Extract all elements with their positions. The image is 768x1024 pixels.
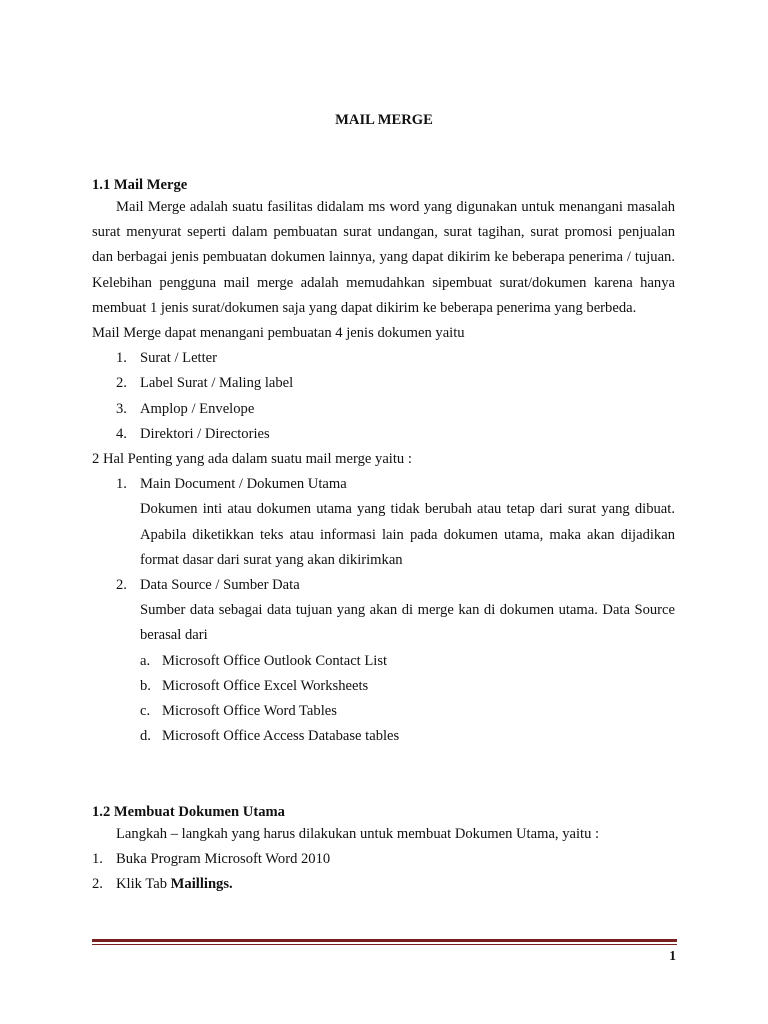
page-number: 1 xyxy=(669,948,676,963)
list-title: Main Document / Dokumen Utama xyxy=(140,476,347,493)
list-item xyxy=(92,346,675,371)
sub-list-letter: b. xyxy=(140,677,151,694)
section-intro: Langkah – langkah yang harus dilakukan untuk membuat Dokumen Utama, yaitu : xyxy=(116,826,600,842)
list-item xyxy=(92,397,675,422)
list-number: 1. xyxy=(116,476,127,493)
step-number: 1. xyxy=(92,851,103,868)
step-item xyxy=(92,847,675,872)
sub-list-text: Microsoft Office Excel Worksheets xyxy=(162,677,369,694)
list-description: Sumber data sebagai data tujuan yang akan di merge kan di dokumen utama. Data Source berasal dari xyxy=(140,602,675,644)
sub-list-letter: a. xyxy=(140,652,151,669)
step-item xyxy=(92,872,675,897)
sub-list-text: Microsoft Office Word Tables xyxy=(162,703,337,720)
list-number: 3. xyxy=(116,400,127,417)
list-text: Label Surat / Maling label xyxy=(140,375,294,392)
sub-list-item xyxy=(92,649,675,674)
section-mail-merge xyxy=(92,175,675,749)
document-title: MAIL MERGE xyxy=(335,112,433,128)
section-paragraph: Mail Merge adalah suatu fasilitas didalam ms word yang digunakan untuk menangani masalah surat menyurat seperti dalam pembuatan surat undangan, surat tagihan, surat promosi penjualan dan berbagai jenis pembuatan dokumen lainnya, yang dapat dikirim ke beberapa penerima / tujuan. Kelebihan pengguna mail merge adalah memudahkan sipembuat surat/dokumen karena hanya membuat 1 jenis surat/dokumen saja yang dapat dikirim ke beberapa penerima yang berbeda. xyxy=(92,199,675,316)
sub-list-item xyxy=(92,724,675,749)
footer-rule-thick xyxy=(92,939,677,942)
list-number: 1. xyxy=(116,350,127,367)
list-item xyxy=(92,573,675,598)
list-number: 2. xyxy=(116,577,127,594)
sub-list-letter: d. xyxy=(140,728,151,745)
sub-list-text: Microsoft Office Access Database tables xyxy=(162,728,400,745)
important-intro: 2 Hal Penting yang ada dalam suatu mail merge yaitu : xyxy=(92,451,412,468)
section-heading: 1.2 Membuat Dokumen Utama xyxy=(92,804,285,820)
section-heading: 1.1 Mail Merge xyxy=(92,177,188,193)
list-number: 2. xyxy=(116,375,127,392)
list-description: Dokumen inti atau dokumen utama yang tidak berubah atau tetap dari surat yang dibuat. Apabila diketikkan teks atau informasi lain pada dokumen utama, maka akan dijadikan format dasar dari surat yang akan dikirimkan xyxy=(140,501,675,568)
list-number: 4. xyxy=(116,425,127,442)
step-text-bold: Maillings. xyxy=(170,876,233,893)
list-text: Direktori / Directories xyxy=(140,425,270,442)
sub-list-item xyxy=(92,674,675,699)
footer-rule-thin xyxy=(92,944,677,945)
section-membuat-dokumen-utama xyxy=(92,802,675,898)
list-text: Surat / Letter xyxy=(140,350,217,367)
list-item xyxy=(92,472,675,497)
list-item xyxy=(92,422,675,447)
list-text: Amplop / Envelope xyxy=(140,400,255,417)
step-text xyxy=(116,872,233,897)
step-number: 2. xyxy=(92,876,103,893)
list-item xyxy=(92,371,675,396)
sub-list-text: Microsoft Office Outlook Contact List xyxy=(162,652,388,669)
sub-list-letter: c. xyxy=(140,703,151,720)
step-text-prefix: Klik Tab xyxy=(116,876,171,893)
list-title: Data Source / Sumber Data xyxy=(140,577,300,594)
doc-types-intro: Mail Merge dapat menangani pembuatan 4 jenis dokumen yaitu xyxy=(92,325,465,342)
step-text: Buka Program Microsoft Word 2010 xyxy=(116,851,331,868)
sub-list-item xyxy=(92,699,675,724)
